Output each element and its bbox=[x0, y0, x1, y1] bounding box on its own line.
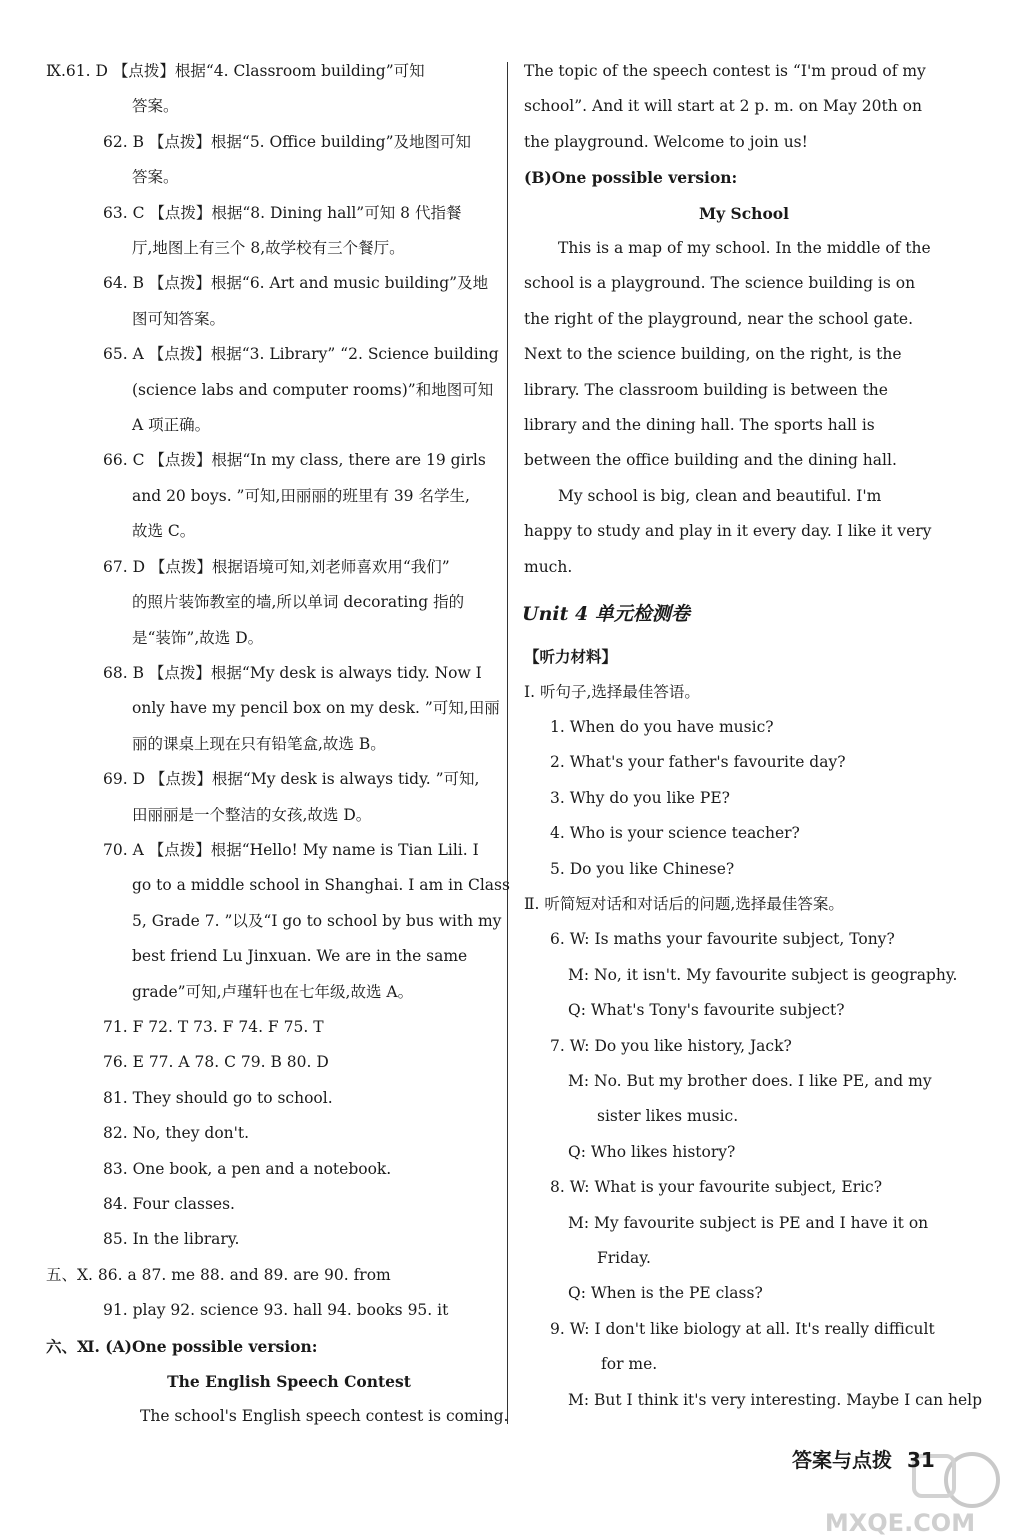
dialogue-line: M: But I think it's very interesting. Maybe I can help bbox=[568, 1390, 983, 1409]
dialogue-line: 7. W: Do you like history, Jack? bbox=[550, 1036, 792, 1055]
part-heading: Ⅱ. 听简短对话和对话后的问题,选择最佳答案。 bbox=[524, 894, 844, 913]
answer-line: 67. D 【点拨】根据语境可知,刘老师喜欢用“我们” bbox=[103, 557, 450, 576]
essay-line: library and the dining hall. The sports hall is bbox=[524, 416, 875, 435]
answer-line: 故选 C。 bbox=[132, 522, 196, 541]
answer-line: 81. They should go to school. bbox=[103, 1088, 333, 1107]
essay-line: library. The classroom building is between the bbox=[524, 380, 888, 399]
dialogue-line: sister likes music. bbox=[597, 1107, 739, 1126]
answer-line: 图可知答案。 bbox=[132, 309, 226, 328]
footer-label: 答案与点拨 bbox=[792, 1448, 892, 1472]
dialogue-line: for me. bbox=[601, 1355, 658, 1374]
answer-line: 69. D 【点拨】根据“My desk is always tidy. ”可知, bbox=[103, 770, 480, 789]
answer-line: 68. B 【点拨】根据“My desk is always tidy. Now I bbox=[103, 663, 482, 682]
answer-line: 六、Ⅺ. (A)One possible version: bbox=[46, 1336, 318, 1356]
essay-title: The English Speech Contest bbox=[167, 1372, 411, 1392]
dialogue-line: M: My favourite subject is PE and I have it on bbox=[568, 1213, 929, 1232]
dialogue-line: 6. W: Is maths your favourite subject, Tony? bbox=[550, 930, 895, 949]
speech-line: school”. And it will start at 2 p. m. on May 20th on bbox=[524, 97, 922, 116]
essay-line: This is a map of my school. In the middle of the bbox=[558, 239, 931, 258]
answer-line: best friend Lu Jinxuan. We are in the same bbox=[132, 947, 468, 966]
column-divider bbox=[507, 62, 508, 1424]
dialogue-line: M: No, it isn't. My favourite subject is geography. bbox=[568, 965, 958, 984]
answer-line: go to a middle school in Shanghai. I am in Class bbox=[132, 876, 510, 895]
question-item: 4. Who is your science teacher? bbox=[550, 824, 800, 843]
essay-line: school is a playground. The science building is on bbox=[524, 274, 916, 293]
answer-line: 63. C 【点拨】根据“8. Dining hall”可知 8 代指餐 bbox=[103, 203, 462, 222]
answer-line: and 20 boys. ”可知,田丽丽的班里有 39 名学生, bbox=[132, 486, 470, 505]
answer-line: 答案。 bbox=[132, 168, 179, 187]
dialogue-line: 8. W: What is your favourite subject, Eric? bbox=[550, 1178, 883, 1197]
answer-line: A 项正确。 bbox=[132, 416, 211, 435]
answer-line: 5, Grade 7. ”以及“I go to school by bus with my bbox=[132, 911, 502, 930]
answer-line: 76. E 77. A 78. C 79. B 80. D bbox=[103, 1053, 329, 1072]
dialogue-line: Q: When is the PE class? bbox=[568, 1284, 763, 1303]
answer-line: 85. In the library. bbox=[103, 1230, 240, 1249]
answer-line: only have my pencil box on my desk. ”可知,田丽 bbox=[132, 699, 500, 718]
answer-line: 84. Four classes. bbox=[103, 1195, 235, 1213]
question-item: 2. What's your father's favourite day? bbox=[550, 753, 846, 772]
dialogue-line: Q: What's Tony's favourite subject? bbox=[568, 1001, 845, 1020]
essay-title: My School bbox=[698, 203, 790, 223]
answer-line: 70. A 【点拨】根据“Hello! My name is Tian Lili. I bbox=[103, 840, 479, 859]
answer-line: 田丽丽是一个整洁的女孩,故选 D。 bbox=[132, 805, 372, 824]
essay-line: Next to the science building, on the right, is the bbox=[524, 345, 902, 364]
answer-line: 62. B 【点拨】根据“5. Office building”及地图可知 bbox=[103, 132, 472, 151]
question-item: 3. Why do you like PE? bbox=[550, 788, 730, 807]
answer-line: 64. B 【点拨】根据“6. Art and music building”及地 bbox=[103, 274, 489, 293]
essay-line: My school is big, clean and beautiful. I'm bbox=[558, 486, 882, 505]
answer-line: 66. C 【点拨】根据“In my class, there are 19 girls bbox=[103, 451, 486, 470]
essay-line: much. bbox=[524, 557, 573, 576]
dialogue-line: M: No. But my brother does. I like PE, and my bbox=[568, 1071, 932, 1090]
answer-line: 65. A 【点拨】根据“3. Library” “2. Science building bbox=[103, 345, 499, 364]
answer-line: 是“装饰”,故选 D。 bbox=[132, 628, 264, 647]
answer-line: 83. One book, a pen and a notebook. bbox=[103, 1159, 392, 1178]
question-item: 5. Do you like Chinese? bbox=[550, 859, 735, 878]
answer-line: (science labs and computer rooms)”和地图可知 bbox=[132, 380, 494, 399]
answer-line: 的照片装饰教室的墙,所以单词 decorating 指的 bbox=[132, 593, 465, 612]
part-heading: Ⅰ. 听句子,选择最佳答语。 bbox=[524, 682, 700, 701]
answer-line: 厅,地图上有三个 8,故学校有三个餐厅。 bbox=[132, 239, 405, 258]
question-item: 1. When do you have music? bbox=[550, 717, 774, 736]
answer-line: grade”可知,卢瑾轩也在七年级,故选 A。 bbox=[132, 982, 414, 1001]
answer-line: 丽的课桌上现在只有铅笔盒,故选 B。 bbox=[132, 734, 386, 753]
answer-line: The school's English speech contest is coming. bbox=[140, 1407, 509, 1426]
essay-line: happy to study and play in it every day. I like it very bbox=[524, 522, 932, 541]
dialogue-line: Q: Who likes history? bbox=[568, 1142, 736, 1161]
right-column bbox=[522, 54, 983, 1418]
version-b-heading: (B)One possible version: bbox=[524, 168, 738, 188]
answer-line: 五、Ⅹ. 86. a 87. me 88. and 89. are 90. from bbox=[46, 1265, 391, 1284]
dialogue-line: Friday. bbox=[597, 1249, 651, 1267]
answer-line: Ⅸ.61. D 【点拨】根据“4. Classroom building”可知 bbox=[46, 62, 425, 80]
unit-title: Unit 4 单元检测卷 bbox=[522, 603, 690, 626]
answer-line: 91. play 92. science 93. hall 94. books 95. it bbox=[103, 1301, 449, 1320]
answer-line: 答案。 bbox=[132, 97, 179, 116]
answer-line: 82. No, they don't. bbox=[103, 1124, 250, 1143]
page-footer bbox=[792, 1444, 935, 1473]
watermark-text: MXQE.COM bbox=[824, 1509, 976, 1536]
essay-line: the right of the playground, near the school gate. bbox=[524, 309, 914, 328]
essay-line: between the office building and the dining hall. bbox=[524, 451, 897, 470]
dialogue-line: 9. W: I don't like biology at all. It's really difficult bbox=[550, 1319, 935, 1338]
page-number: 31 bbox=[906, 1448, 935, 1472]
listening-heading: 【听力材料】 bbox=[524, 647, 618, 667]
speech-line: the playground. Welcome to join us! bbox=[524, 132, 808, 151]
answer-line: 71. F 72. T 73. F 74. F 75. T bbox=[103, 1017, 324, 1036]
speech-line: The topic of the speech contest is “I'm proud of my bbox=[524, 62, 926, 80]
left-column bbox=[46, 54, 510, 1435]
